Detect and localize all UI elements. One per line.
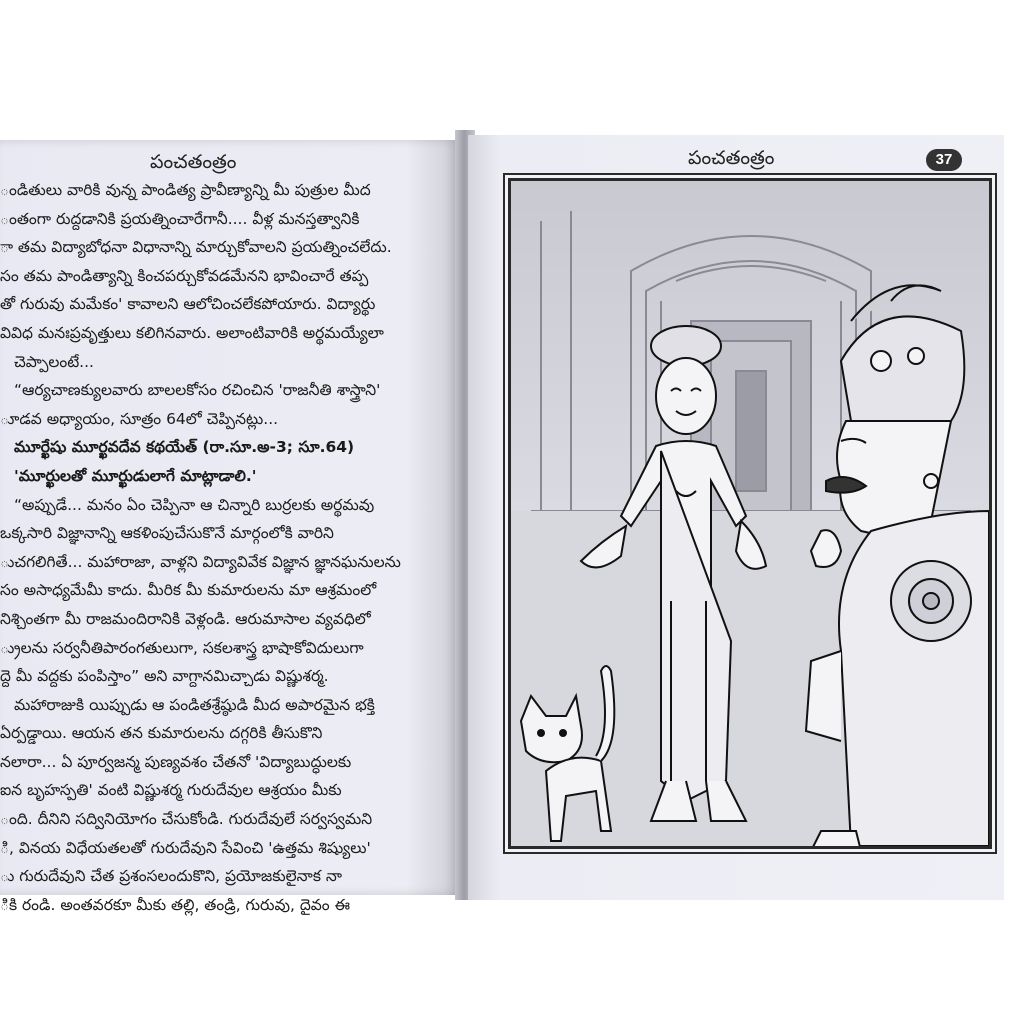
text-line: “ఆర్యచాణక్యులవారు బాలలకోసం రచించిన 'రాజనీతి శాస్త్రాని' (14, 381, 381, 400)
text-line: ద్దె మీ వద్దకు పంపిస్తాం” అని వాగ్దానమిచ్చాడు విష్ణుశర్మ. (0, 667, 329, 686)
text-line: ి, వినయ విధేయతలతో గురుదేవుని సేవించి 'ఉత్తమ శిష్యులు' (0, 838, 371, 857)
text-line: ు గురుదేవుని చేత ప్రశంసలందుకొని, ప్రయోజకులైనాక నా (0, 867, 342, 886)
right-page-header: పంచతంత్రం (688, 147, 775, 169)
page-number-badge: 37 (926, 149, 962, 171)
sloka-line: మూర్ఖేషు మూర్ఖవదేవ కథయేత్ (రా.సూ.అ-3; సూ.64) (14, 438, 355, 457)
sloka-meaning-line: 'మూర్ఖులతో మూర్ఖుడులాగే మాట్లాడాలి.' (14, 466, 257, 485)
left-page-text (0, 176, 452, 919)
book-spread (0, 130, 1024, 914)
text-line: సం అసాధ్యమేమీ కాదు. మీరిక మీ కుమారులను మా ఆశ్రమంలో (0, 581, 377, 600)
text-line: ుచగలిగితే... మహారాజా, వాళ్లని విద్యావివేక విజ్ఞాన జ్ఞానఘనులను (0, 552, 401, 571)
illustration-frame (508, 178, 992, 849)
illustration (511, 181, 989, 846)
left-page (0, 140, 462, 914)
left-page-header: పంచతంత్రం (150, 151, 237, 173)
text-line: ూడవ అధ్యాయం, సూత్రం 64లో చెప్పినట్లు... (0, 409, 279, 428)
text-line: ంది. దీనిని సద్వినియోగం చేసుకోండి. గురుదేవులే సర్వస్వమని (0, 810, 373, 829)
text-line: నిశ్చింతగా మీ రాజమందిరానికి వెళ్లండి. ఆరుమాసాల వ్యవధిలో (0, 609, 371, 628)
text-line: “అప్పుడే... మనం ఏం చెప్పినా ఆ చిన్నారి బుర్రలకు అర్థమవు (14, 495, 375, 514)
text-line: ఒక్కసారి విజ్ఞానాన్ని ఆకళింపుచేసుకొనే మార్గంలోకి వారిని (0, 524, 334, 543)
text-line: తో గురువు మమేకం' కావాలని ఆలోచించలేకపోయారు. విద్యార్థు (0, 295, 376, 314)
text-line: నలారా... ఏ పూర్వజన్మ పుణ్యవశం చేతనో 'విద్యాబుద్ధులకు (0, 752, 352, 771)
text-line: ికి రండి. అంతవరకూ మీకు తల్లి, తండ్రి, గురువు, దైవం ఈ (0, 895, 350, 914)
text-line: చెప్పాలంటే... (14, 352, 94, 371)
text-line: ఐన బృహస్పతి' వంటి విష్ణుశర్మ గురుదేవుల ఆశ్రయం మీకు (0, 781, 342, 800)
text-line: వివిధ మనఃప్రవృత్తులు కలిగినవారు. అలాంటివారికి అర్థమయ్యేలా (0, 323, 384, 342)
text-line: ఏర్పడ్డాయి. ఆయన తన కుమారులను దగ్గరికి తీసుకొని (0, 724, 323, 743)
text-line: ్రులను సర్వనీతిపారంగతులుగా, సకలశాస్త్ర భాషాకోవిదులుగా (0, 638, 364, 657)
text-line: ండితులు వారికి వున్న పాండిత్య ప్రావీణ్యాన్ని మీ పుత్రుల మీద (0, 181, 371, 199)
right-page (468, 135, 1004, 900)
text-line: సం తమ పాండిత్యాన్ని కించపర్చుకోవడమేనని భావించారే తప్ప (0, 266, 369, 285)
text-line: ా తమ విద్యాబోధనా విధానాన్ని మార్చుకోవాలని ప్రయత్నించలేదు. (0, 238, 392, 257)
text-line: ంతంగా రుద్దడానికి ప్రయత్నించారేగానీ.... వీళ్ల మనస్తత్వానికి (0, 209, 360, 228)
text-line: మహారాజుకి యిప్పుడు ఆ పండితశ్రేష్ఠుడి మీద అపారమైన భక్తి (14, 695, 375, 714)
